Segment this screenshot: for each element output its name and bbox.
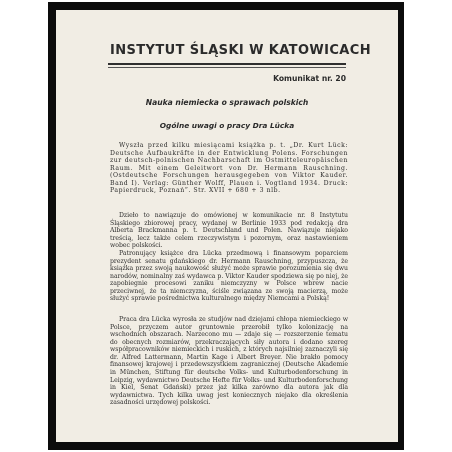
header-rule-thin [108,67,346,68]
header-rule-thick [108,63,346,65]
paragraph-context: Dzieło to nawiązuje do omówionej w komunikacie nr. 8 Instytutu Śląskiego zbiorowej pracy, wydanej w Berlinie 1933 pod redakcją dra Alberta Brackmanna p. t. Deutschland und Polen. Nawiązuje niejako treścią, lecz także celem rzeczywistym i pozornym, oraz nastawieniem wobec polskości. [110,212,348,250]
paragraph-citation: Wyszła przed kilku miesiącami książka p. t. „Dr. Kurt Lück: Deutsche Aufbaukräfte in der Entwicklung Polens. Forschungen zur deutsch-polnischen Nachbarschaft im Ostmitteleuropäischen Raum. Mit einem Geleitwort von Dr. Hermann Rauschning. (Ostdeutsche Forschungen herausgegeben von Viktor Kauder. Band I). Verlag: Günther Wolff, Plauen i. Vogtland 1934. Druck: Papierdruck, Poznań”. Str. XVII + 680 + 3 nlb. [110,142,348,195]
paragraph-origins: Praca dra Lücka wyrosła ze studjów nad dziejami chłopa niemieckiego w Polsce, przyczem autor gruntownie przerobił tylko kolonizację na wschodnich obszarach. Narzecono mu — zdaje się — rozszerzenie tematu do obecnych rozmiarów, przekraczających siły autora i dodano szereg współpracowników niemieckich i ruskich, z których najsilniej zaznaczyli się dr. Alfred Lattermann, Martin Kage i Albert Breyer. Nie brakło pomocy finansowej krajowej i przedewszystkiem zagranicznej (Deutsche Akademie in München, Stiftung für deutsche Volks- und Kulturbodenforschung in Leipzig, wydawnictwo Deutsche Hefte für Volks- und Kulturbodenforschung in Kiel, Senat Gdański) przez jaż kilka zarówno dla autora jak dla wydawnictwa. Tych kilka uwag jest koniecznych niejako dla określenia zasadności urzędowej polskości. [110,316,348,407]
institute-header: INSTYTUT ŚLĄSKI W KATOWICACH [110,43,371,58]
document-page [56,10,398,442]
article-subtitle: Ogólne uwagi o pracy Dra Lücka [159,121,295,130]
communique-number: Komunikat nr. 20 [273,74,346,83]
paragraph-patronage: Patronujący książce dra Lücka przedmową i finansowym poparciem prezydent senatu gdańskiego dr. Hermann Rauschning, przypuszcza, że książka przez swoją naukowość służyć może sprawie porozumienia się dwu narodów, nominalny zaś wydawca p. Viktor Kauder spodziewa się po niej, że zapobiegnie procesowi zaniku niemczyzny w Polsce wbrew nacie przeciwnej, że ta niemczyzna, ściśle związana ze swoją macierzą, może służyć sprawie pośrednictwa kulturalnego między Niemcami a Polską! [110,250,348,303]
article-title: Nauka niemiecka o sprawach polskich [145,98,309,107]
